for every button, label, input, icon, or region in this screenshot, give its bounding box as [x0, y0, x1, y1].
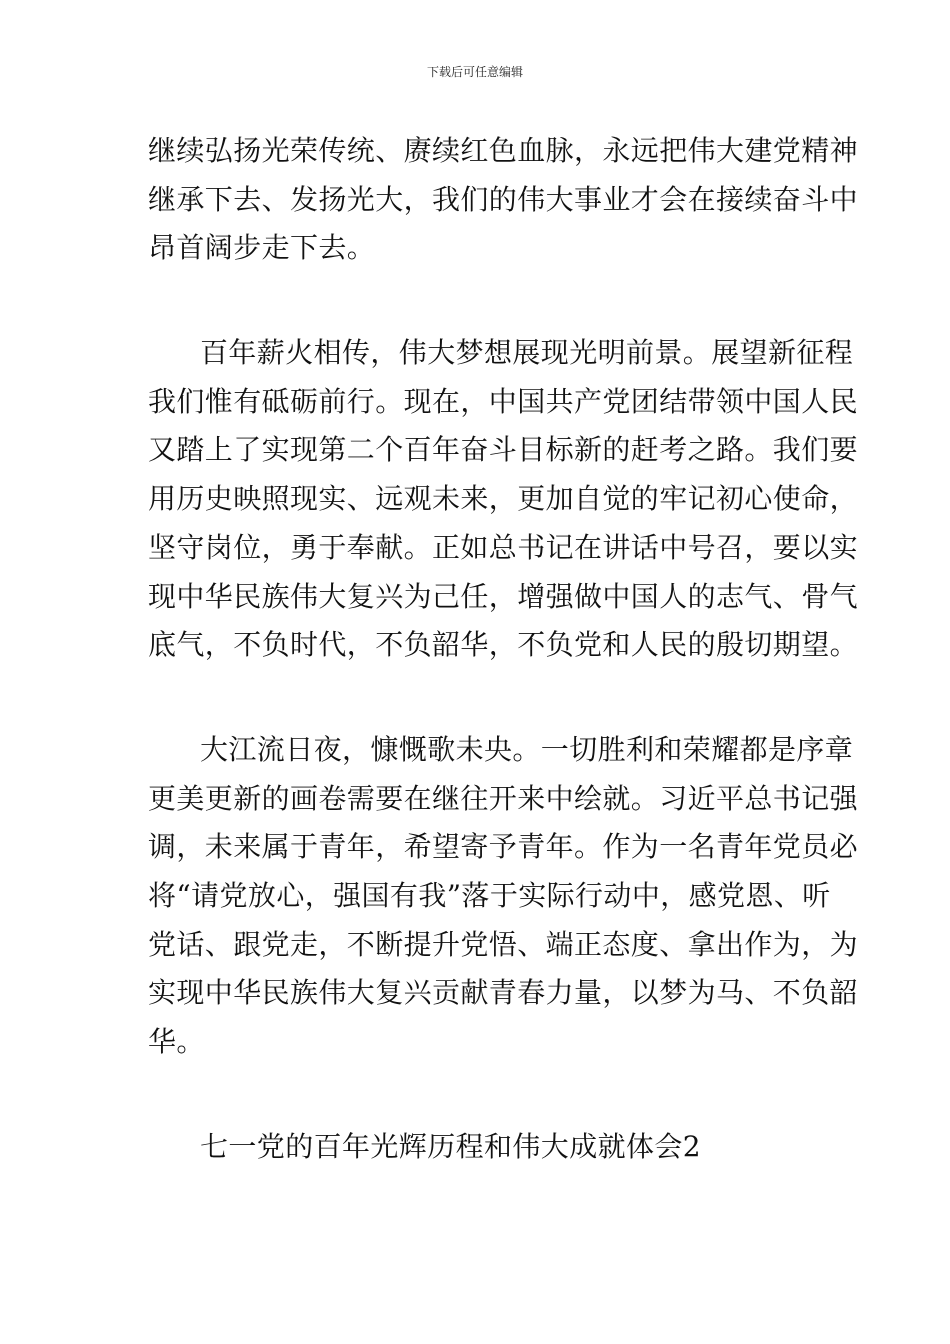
text-line: 调，未来属于青年，希望寄予青年。作为一名青年党员必 — [148, 830, 859, 864]
text-line: 将“请党放心，强国有我”落于实际行动中，感党恩、听 — [148, 878, 831, 912]
text-line: 华。 — [148, 1025, 205, 1058]
text-line: 大江流日夜，慷慨歌未央。一切胜利和荣耀都是序章 — [200, 732, 854, 766]
text-line: 我们惟有砥砺前行。现在，中国共产党团结带领中国人民 — [148, 384, 859, 418]
text-line: 继承下去、发扬光大，我们的伟大事业才会在接续奋斗中 — [148, 182, 859, 216]
text-line: 底气，不负时代，不负韶华，不负党和人民的殷切期望。 — [148, 628, 859, 662]
text-line: 党话、跟党走，不断提升党悟、端正态度、拿出作为，为 — [148, 927, 859, 961]
text-line: 又踏上了实现第二个百年奋斗目标新的赶考之路。我们要 — [148, 433, 859, 467]
document-body — [148, 127, 859, 1171]
text-line: 用历史映照现实、远观未来，更加自觉的牢记初心使命， — [148, 482, 859, 516]
text-line: 实现中华民族伟大复兴贡献青春力量，以梦为马、不负韶 — [148, 976, 859, 1010]
text-line: 百年薪火相传，伟大梦想展现光明前景。展望新征程 — [200, 336, 854, 370]
text-line: 更美更新的画卷需要在继往开来中绘就。习近平总书记强 — [148, 781, 859, 815]
text-line: 继续弘扬光荣传统、赓续红色血脉，永远把伟大建党精神 — [148, 134, 859, 167]
paragraph — [148, 127, 859, 273]
text-line: 坚守岗位，勇于奉献。正如总书记在讲话中号召，要以实 — [148, 530, 859, 564]
text-line: 昂首阔步走下去。 — [148, 231, 376, 265]
heading-text: 七一党的百年光辉历程和伟大成就体会2 — [200, 1129, 702, 1163]
paragraph — [148, 329, 859, 670]
text-line: 现中华民族伟大复兴为己任，增强做中国人的志气、骨气 — [148, 579, 859, 613]
header-note: 下载后可任意编辑 — [426, 65, 523, 79]
paragraph — [148, 726, 859, 1067]
section-heading — [148, 1123, 810, 1172]
